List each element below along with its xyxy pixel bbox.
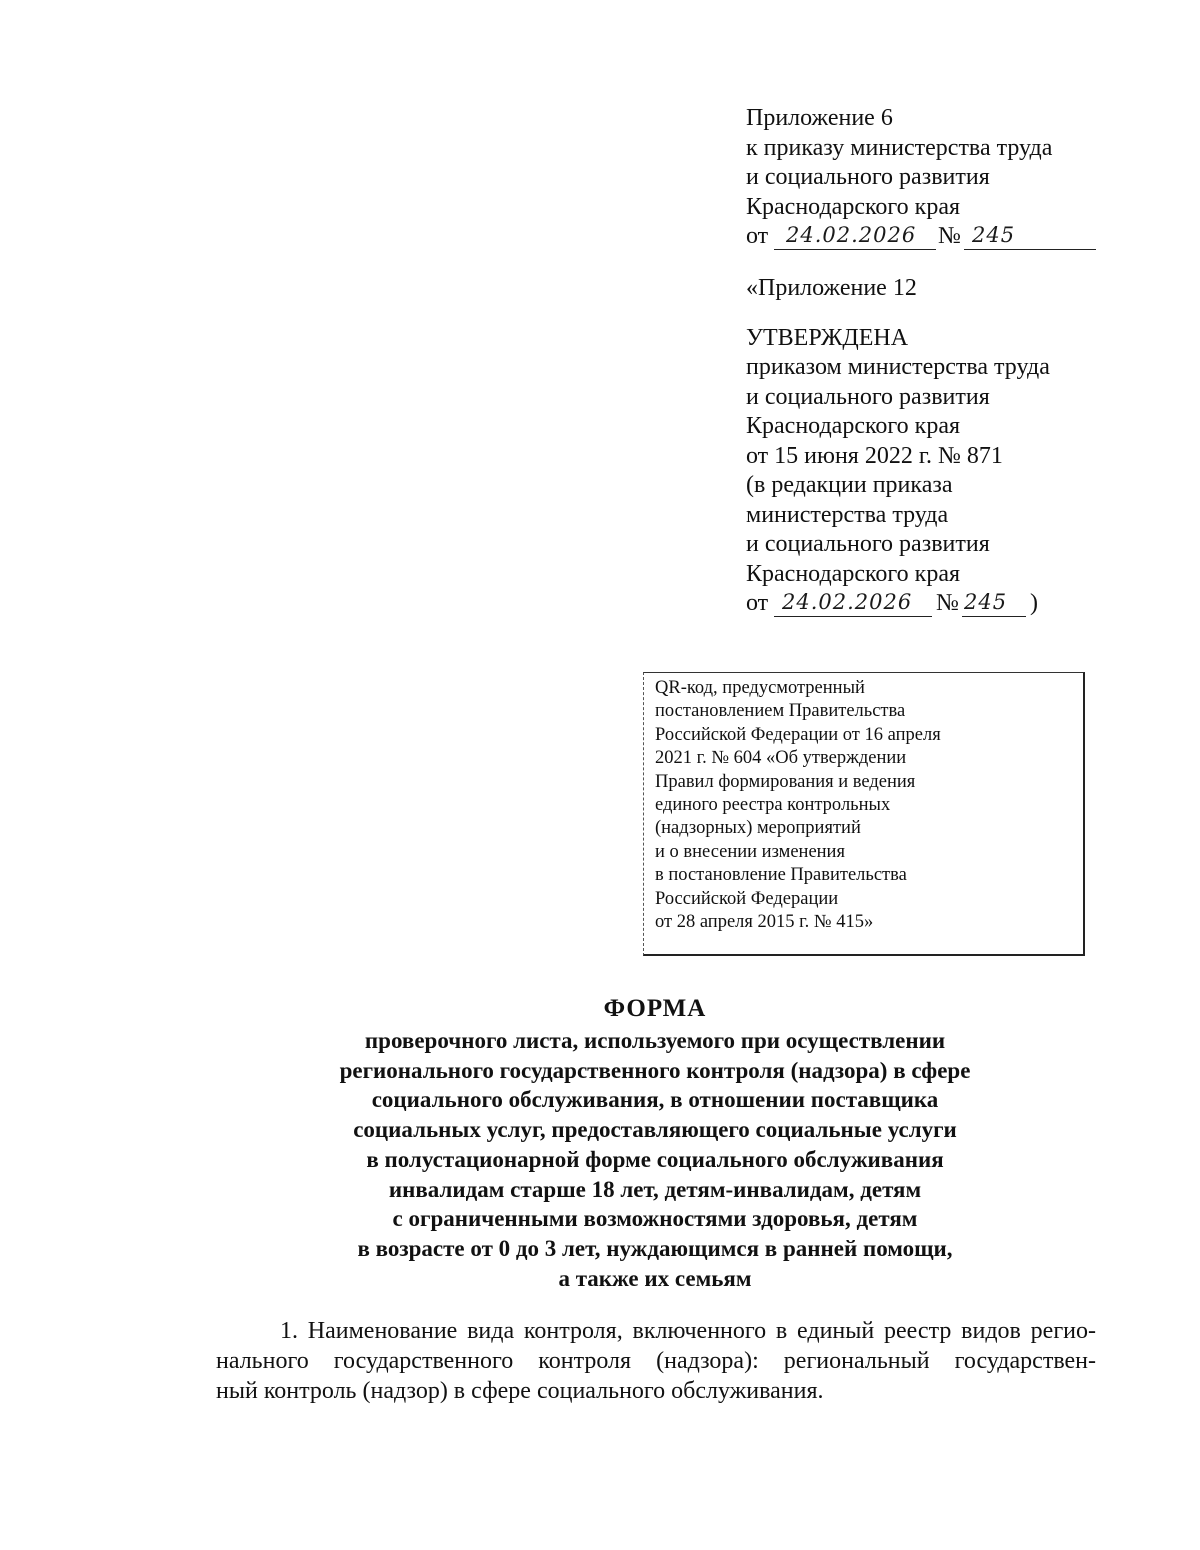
qr-box-line: Российской Федерации (655, 888, 839, 909)
sign-prefix: от (746, 590, 769, 616)
approved-line: приказом министерства труда (746, 354, 1050, 380)
sign-number-label: № (936, 590, 959, 616)
qr-box-line: Российской Федерации от 16 апреля (655, 724, 941, 745)
form-title-line: регионального государственного контроля (надзора) в сфере (339, 1057, 971, 1083)
form-title-line: в возрасте от 0 до 3 лет, нуждающимся в ранней помощи, (357, 1235, 953, 1261)
approved-heading: УТВЕРЖДЕНА (746, 324, 909, 351)
qr-box-line: единого реестра контрольных (655, 795, 891, 816)
header-block (746, 104, 1126, 619)
handwritten-number: 245 (964, 590, 1008, 614)
approved-line: министерства труда (746, 501, 949, 528)
qr-box-line: QR-код, предусмотренный (655, 678, 865, 698)
form-title-line: социальных услуг, предоставляющего социальные услуги (353, 1117, 957, 1143)
form-title-line: проверочного листа, используемого при осуществлении (364, 1028, 946, 1053)
approved-line: и социального развития (746, 383, 990, 410)
qr-box-line: Правил формирования и ведения (655, 771, 916, 792)
form-title-line: с ограниченными возможностями здоровья, детям (392, 1206, 918, 1232)
qr-box-line: от 28 апреля 2015 г. № 415» (655, 912, 874, 933)
form-title-line: в полустационарной форме социального обслуживания (366, 1146, 944, 1172)
header-line: к приказу министерства труда (746, 134, 1053, 161)
approved-line: Краснодарского края (746, 560, 961, 587)
form-title-line: инвалидам старше 18 лет, детям-инвалидам, детям (388, 1176, 922, 1202)
sign-prefix: от (746, 223, 769, 249)
approved-line: и социального развития (746, 531, 990, 557)
header-line: Краснодарского края (746, 193, 961, 220)
approved-line: Краснодарского края (746, 413, 961, 439)
handwritten-date: 24.02.2026 (786, 223, 917, 247)
qr-box-line: постановлением Правительства (655, 701, 906, 722)
qr-box-line: 2021 г. № 604 «Об утверждении (655, 748, 907, 769)
approved-line: (в редакции приказа (746, 472, 953, 498)
header-line: Приложение 6 (746, 105, 893, 131)
approved-line: от 15 июня 2022 г. № 871 (746, 442, 1003, 469)
handwritten-date: 24.02.2026 (782, 590, 913, 614)
form-heading: ФОРМА (603, 995, 707, 1022)
paragraph-1 (216, 1316, 1096, 1406)
handwritten-number: 245 (972, 223, 1016, 247)
approved-signature-line (746, 589, 1126, 619)
form-title-block (200, 992, 1110, 1293)
qr-box-line: (надзорных) мероприятий (655, 818, 861, 839)
paragraph-line: 1. Наименование вида контроля, включенного в единый реестр видов регио- (280, 1318, 1096, 1344)
form-title-line: социального обслуживания, в отношении поставщика (371, 1087, 939, 1113)
paragraph-line: ный контроль (надзор) в сфере социального обслуживания. (216, 1378, 824, 1404)
sign-suffix: ) (1030, 590, 1038, 616)
qr-code-box (643, 672, 1085, 956)
qr-box-line: в постановление Правительства (655, 865, 907, 886)
form-title-line: а также их семьям (558, 1265, 752, 1291)
header-signature-line (746, 222, 1126, 252)
qr-box-line: и о внесении изменения (655, 841, 845, 862)
paragraph-line: нального государственного контроля (надзора): региональный государствен- (216, 1348, 1096, 1374)
sign-number-label: № (938, 223, 961, 249)
header-line: и социального развития (746, 164, 990, 190)
annex-label: «Приложение 12 (746, 275, 917, 301)
